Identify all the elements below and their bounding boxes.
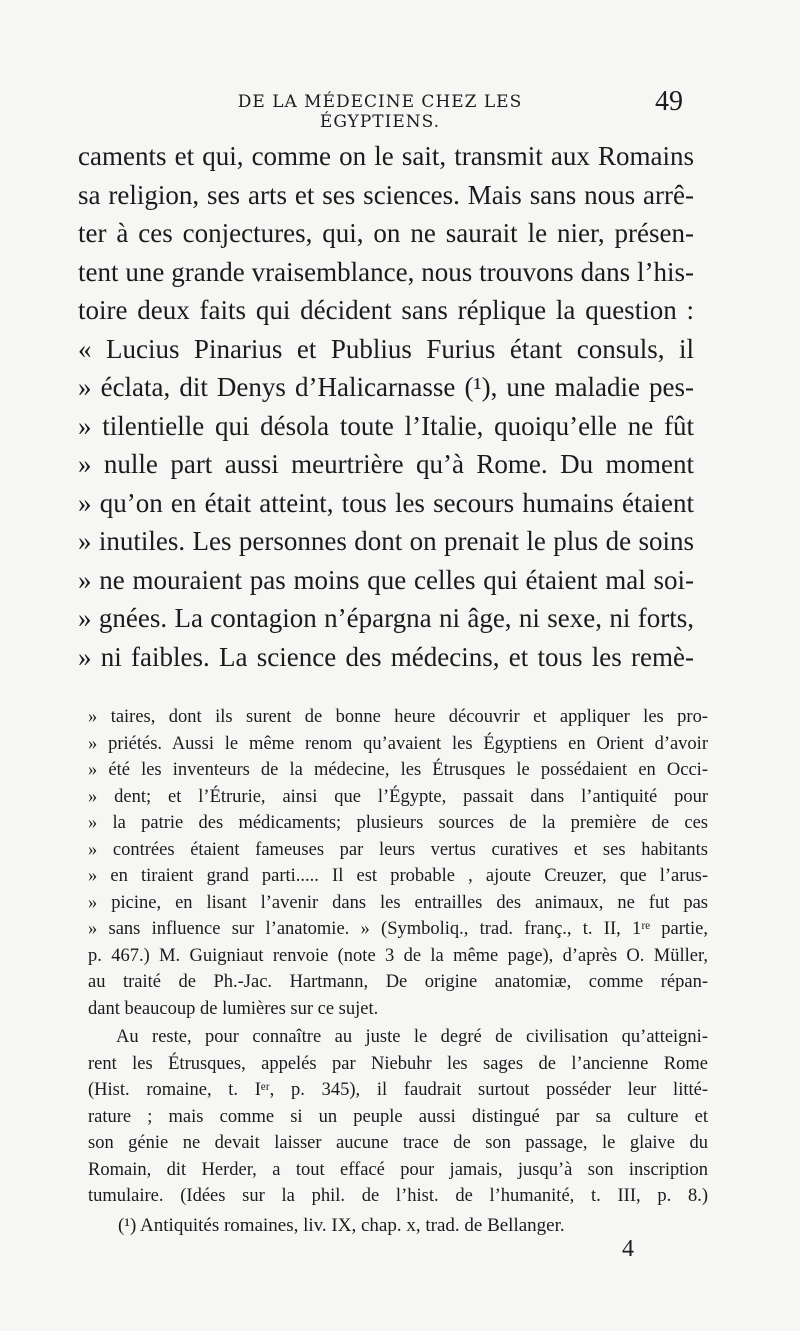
running-title: DE LA MÉDECINE CHEZ LES ÉGYPTIENS.: [237, 92, 523, 132]
text-line: toire deux faits qui décident sans réplique la question :: [78, 295, 694, 325]
text-line: » ne mouraient pas moins que celles qui étaient mal soi-: [78, 564, 694, 595]
text-line: « Lucius Pinarius et Publius Furius étant consuls, il: [78, 333, 694, 364]
note-text-block: [88, 704, 708, 1210]
note-line: tumulaire. (Idées sur la phil. de l’hist. de l’humanité, t. III, p. 8.): [88, 1186, 708, 1206]
note-line: » contrées étaient fameuses par leurs vertus curatives et ses habitants: [88, 839, 708, 860]
text-line: caments et qui, comme on le sait, transmit aux Romains: [78, 141, 694, 171]
text-line: » nulle part aussi meurtrière qu’à Rome. Du moment: [78, 449, 694, 479]
note-line: » picine, en lisant l’avenir dans les entrailles des animaux, ne fut pas: [88, 892, 708, 913]
note-line: rature ; mais comme si un peuple aussi distingué par sa culture et: [88, 1106, 708, 1127]
note-line: Au reste, pour connaître au juste le degré de civilisation qu’atteigni-: [116, 1027, 708, 1047]
text-line: » qu’on en était atteint, tous les secours humains étaient: [78, 487, 694, 518]
text-line: » tilentielle qui désola toute l’Italie, quoiqu’elle ne fût: [78, 410, 694, 441]
text-line: » éclata, dit Denys d’Halicarnasse (¹), une maladie pes-: [78, 372, 694, 402]
signature-mark: 4: [622, 1236, 634, 1262]
text-line: sa religion, ses arts et ses sciences. Mais sans nous arrê-: [78, 179, 694, 210]
text-line: tent une grande vraisemblance, nous trouvons dans l’his-: [78, 256, 694, 287]
note-line: » été les inventeurs de la médecine, les Étrusques le possédaient en Occi-: [88, 760, 708, 780]
note-line: Romain, dit Herder, a tout effacé pour jamais, jusqu’à son inscription: [88, 1159, 708, 1180]
note-line: » la patrie des médicaments; plusieurs sources de la première de ces: [88, 813, 708, 833]
note-line: dant beaucoup de lumières sur ce sujet.: [88, 998, 379, 1019]
note-line: rent les Étrusques, appelés par Niebuhr les sages de l’ancienne Rome: [88, 1053, 708, 1074]
text-line: » ni faibles. La science des médecins, et tous les remè-: [78, 641, 694, 672]
note-line: au traité de Ph.-Jac. Hartmann, De origine anatomiæ, comme répan-: [88, 972, 708, 992]
note-line: » taires, dont ils surent de bonne heure découvrir et appliquer les pro-: [88, 707, 708, 727]
footnote: (¹) Antiquités romaines, liv. IX, chap. x, trad. de Bellanger.: [118, 1215, 565, 1236]
page-number: 49: [655, 86, 683, 117]
note-line: » dent; et l’Étrurie, ainsi que l’Égypte, passait dans l’antiquité pour: [88, 786, 708, 807]
note-line: » sans influence sur l’anatomie. » (Symboliq., trad. franç., t. II, 1ʳᵉ partie,: [88, 919, 708, 939]
note-line: (Hist. romaine, t. Iᵉʳ, p. 345), il faudrait surtout posséder leur litté-: [88, 1080, 708, 1100]
main-text-block: [78, 137, 694, 676]
text-line: » inutiles. Les personnes dont on prenait le plus de soins: [78, 526, 694, 556]
note-line: » priétés. Aussi le même renom qu’avaient les Égyptiens en Orient d’avoir: [88, 733, 708, 754]
text-line: ter à ces conjectures, qui, on ne saurait le nier, présen-: [78, 218, 694, 248]
note-line: » en tiraient grand parti..... Il est probable , ajoute Creuzer, que l’arus-: [88, 866, 708, 886]
note-line: p. 467.) M. Guigniaut renvoie (note 3 de la même page), d’après O. Müller,: [88, 945, 708, 966]
note-line: son génie ne devait laisser aucune trace de son passage, le glaive du: [88, 1133, 708, 1153]
text-line: » gnées. La contagion n’épargna ni âge, ni sexe, ni forts,: [78, 603, 694, 633]
